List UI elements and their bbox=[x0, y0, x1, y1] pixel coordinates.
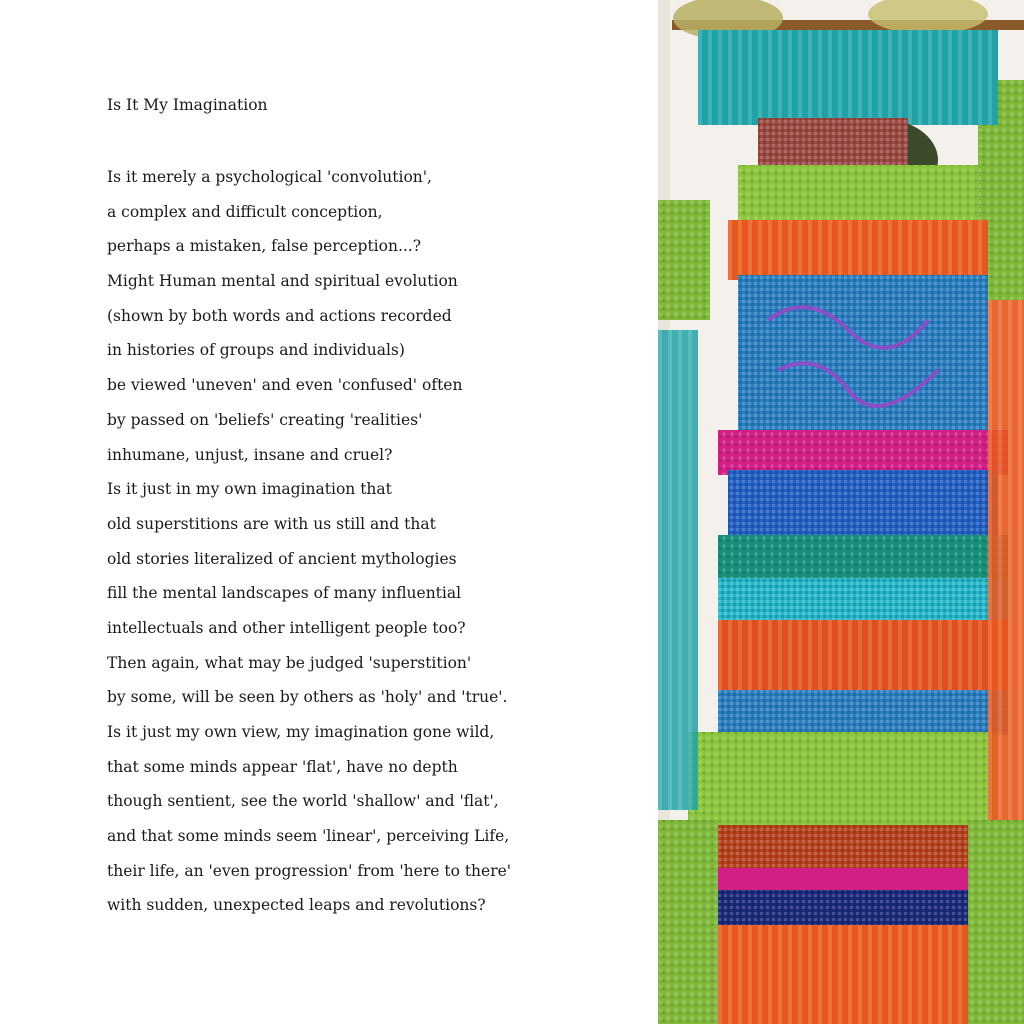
poem-line: their life, an 'even progression' from 'here to there' bbox=[107, 861, 512, 880]
poem-line: old superstitions are with us still and that bbox=[107, 514, 436, 533]
poem-line: Might Human mental and spiritual evolution bbox=[107, 272, 458, 291]
poem-line: Is it just my own view, my imagination gone wild, bbox=[107, 723, 495, 741]
poem-line: fill the mental landscapes of many influential bbox=[107, 584, 462, 603]
woven-wall-hanging-photo bbox=[658, 0, 1024, 1024]
poem-line: by passed on 'beliefs' creating 'realities' bbox=[107, 410, 423, 429]
poem-line: be viewed 'uneven' and even 'confused' often bbox=[107, 376, 463, 395]
poem-line: a complex and difficult conception, bbox=[107, 202, 383, 221]
poem-line: (shown by both words and actions recorded bbox=[107, 306, 452, 325]
poem-line: in histories of groups and individuals) bbox=[107, 341, 405, 360]
poem-line: Then again, what may be judged 'superstition' bbox=[107, 653, 472, 672]
poem-line: Is it merely a psychological 'convolution', bbox=[107, 168, 432, 186]
poem-line: intellectuals and other intelligent people too? bbox=[107, 618, 466, 637]
poem-line: perhaps a mistaken, false perception...? bbox=[107, 237, 422, 256]
poem-title: Is It My Imagination bbox=[107, 96, 268, 114]
poem-line: inhumane, unjust, insane and cruel? bbox=[107, 445, 393, 464]
poem-line: by some, will be seen by others as 'holy' and 'true'. bbox=[107, 688, 508, 707]
poem-body bbox=[107, 165, 511, 928]
poem-line: and that some minds seem 'linear', perceiving Life, bbox=[107, 827, 510, 846]
poem-line: though sentient, see the world 'shallow' and 'flat', bbox=[107, 792, 499, 811]
poem-line: Is it just in my own imagination that bbox=[107, 480, 392, 499]
woven-wall-hanging-illustration bbox=[658, 0, 1024, 1024]
poem-line: old stories literalized of ancient mythologies bbox=[107, 549, 457, 568]
poem-line: with sudden, unexpected leaps and revolutions? bbox=[107, 896, 486, 915]
poem-line: that some minds appear 'flat', have no depth bbox=[107, 757, 458, 776]
